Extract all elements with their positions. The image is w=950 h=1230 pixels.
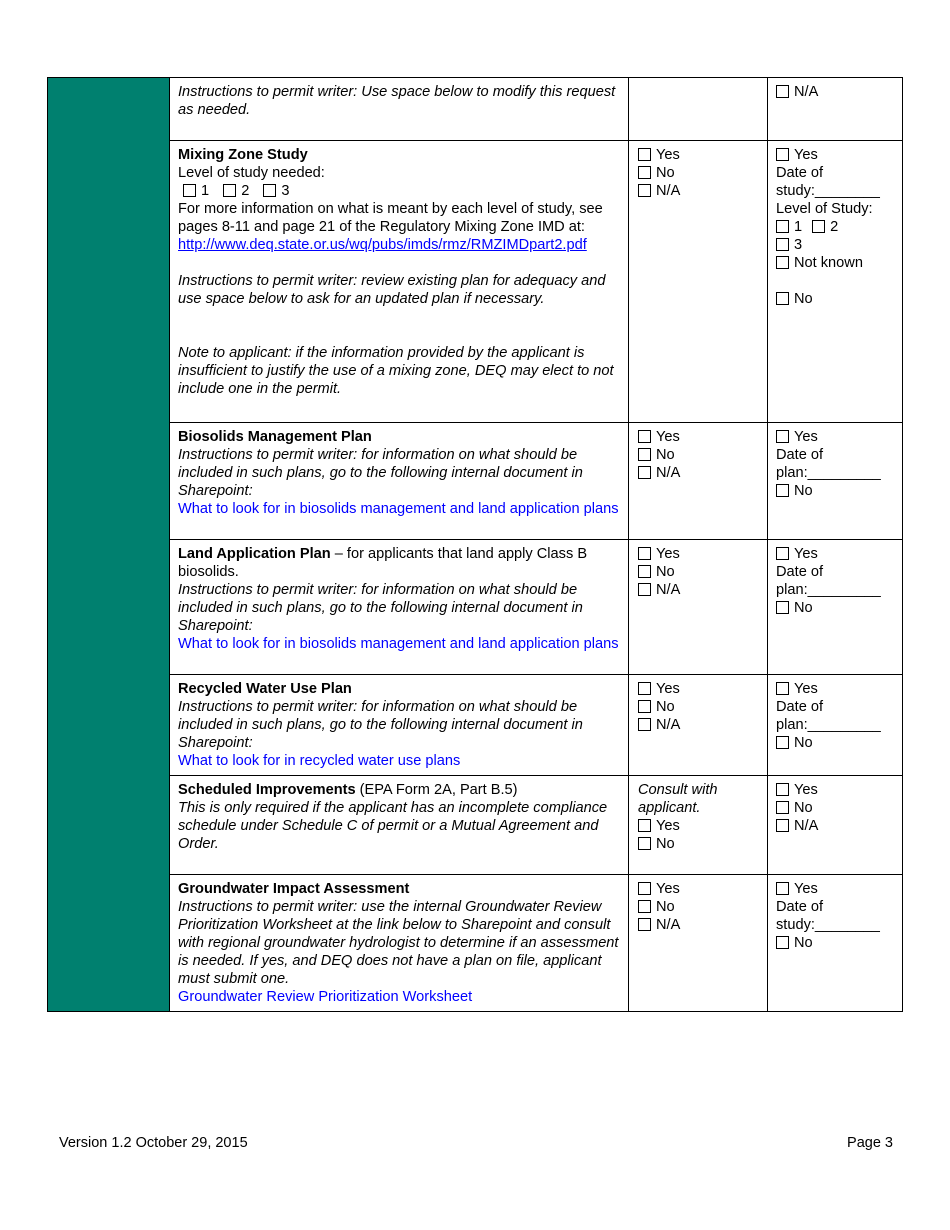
row-title: Mixing Zone Study (178, 147, 308, 163)
applicant-response-cell: Consult with applicant. Yes No (629, 776, 768, 875)
checkbox[interactable] (223, 184, 236, 197)
section-band (48, 78, 170, 1012)
applicant-response-cell: Yes No N/A (629, 141, 768, 423)
consult-note: Consult with applicant. (638, 782, 718, 816)
checkbox[interactable] (776, 682, 789, 695)
checkbox[interactable] (776, 783, 789, 796)
deq-response-cell: Yes No N/A (768, 776, 903, 875)
row-description (170, 540, 629, 675)
row-title: Recycled Water Use Plan (178, 681, 352, 697)
deq-response-cell: Yes Date of plan:_________ No (768, 423, 903, 540)
row-title: Land Application Plan (178, 546, 331, 562)
imd-link[interactable]: http://www.deq.state.or.us/wq/pubs/imds/rmz/RMZIMDpart2.pdf (178, 237, 587, 253)
checkbox[interactable] (638, 700, 651, 713)
row-description (170, 675, 629, 776)
checkbox[interactable] (776, 601, 789, 614)
applicant-response-cell (629, 78, 768, 141)
checkbox[interactable] (776, 736, 789, 749)
checkbox[interactable] (776, 292, 789, 305)
table-row (48, 141, 903, 423)
checkbox[interactable] (638, 900, 651, 913)
info-text: For more information on what is meant by each level of study, see pages 8-11 and page 21 of the Regulatory Mixing Zone IMD at: (178, 201, 603, 235)
instructions-text: Instructions to permit writer: use the internal Groundwater Review Prioritization Worksheet at the link below to Sharepoint and consult with regional groundwater hydrologist to determine if an assessment is needed. If yes, and DEQ does not have a plan on file, applicant must submit one. (178, 899, 619, 987)
checkbox[interactable] (638, 448, 651, 461)
sharepoint-link[interactable]: What to look for in recycled water use plans (178, 753, 461, 769)
checkbox[interactable] (776, 220, 789, 233)
date-field[interactable]: Date of study:________ (776, 165, 880, 199)
checkbox[interactable] (776, 936, 789, 949)
row-title: Groundwater Impact Assessment (178, 881, 410, 897)
checkbox[interactable] (776, 238, 789, 251)
note-text: Note to applicant: if the information provided by the applicant is insufficient to justify the use of a mixing zone, DEQ may elect to not include one in the permit. (178, 345, 614, 397)
deq-response-cell: Yes Date of study:________ No (768, 875, 903, 1012)
table-row (48, 78, 903, 141)
deq-response-cell: Yes Date of plan:_________ No (768, 675, 903, 776)
table-row (48, 423, 903, 540)
instructions-text: This is only required if the applicant has an incomplete compliance schedule under Schedule C of permit or a Mutual Agreement and Order. (178, 800, 608, 852)
table-row (48, 675, 903, 776)
row-description (170, 875, 629, 1012)
checkbox[interactable] (638, 565, 651, 578)
deq-response-cell: Yes Date of plan:_________ No (768, 540, 903, 675)
checkbox[interactable] (638, 918, 651, 931)
instructions-text: Instructions to permit writer: for information on what should be included in such plans, go to the following internal document in Sharepoint: (178, 582, 583, 634)
row-title: Biosolids Management Plan (178, 429, 372, 445)
level-of-study-label: Level of Study: (776, 201, 873, 217)
instructions-text: Instructions to permit writer: for information on what should be included in such plans, go to the following internal document in Sharepoint: (178, 699, 583, 751)
date-field[interactable]: Date of study:________ (776, 899, 880, 933)
checkbox[interactable] (776, 547, 789, 560)
checkbox[interactable] (638, 166, 651, 179)
applicant-response-cell: Yes No N/A (629, 423, 768, 540)
checkbox[interactable] (638, 430, 651, 443)
applicant-response-cell: Yes No N/A (629, 540, 768, 675)
checkbox[interactable] (812, 220, 825, 233)
instructions-text: Instructions to permit writer: for information on what should be included in such plans, go to the following internal document in Sharepoint: (178, 447, 583, 499)
row-subtitle: (EPA Form 2A, Part B.5) (355, 782, 518, 798)
applicant-response-cell: Yes No N/A (629, 675, 768, 776)
checkbox[interactable] (776, 484, 789, 497)
checkbox[interactable] (638, 819, 651, 832)
row-description (170, 776, 629, 875)
checkbox[interactable] (776, 256, 789, 269)
checkbox[interactable] (776, 85, 789, 98)
checklist-table (47, 77, 903, 1012)
sharepoint-link[interactable]: What to look for in biosolids management and land application plans (178, 501, 619, 517)
row-description (170, 423, 629, 540)
checkbox[interactable] (183, 184, 196, 197)
checkbox[interactable] (776, 148, 789, 161)
checkbox[interactable] (638, 184, 651, 197)
checkbox[interactable] (776, 819, 789, 832)
checkbox[interactable] (638, 466, 651, 479)
date-field[interactable]: Date of plan:_________ (776, 447, 881, 481)
row-description (170, 141, 629, 423)
checkbox[interactable] (776, 430, 789, 443)
checkbox[interactable] (638, 682, 651, 695)
table-row (48, 776, 903, 875)
date-field[interactable]: Date of plan:_________ (776, 699, 881, 733)
instructions-text: Instructions to permit writer: Use space below to modify this request as needed. (178, 84, 616, 118)
checkbox[interactable] (776, 882, 789, 895)
table-row (48, 875, 903, 1012)
applicant-response-cell: Yes No N/A (629, 875, 768, 1012)
row-description (170, 78, 629, 141)
checkbox[interactable] (638, 583, 651, 596)
checkbox[interactable] (776, 801, 789, 814)
row-title: Scheduled Improvements (178, 782, 356, 798)
level-label: Level of study needed: (178, 165, 325, 181)
checkbox[interactable] (638, 718, 651, 731)
level-options: 1 2 3 (178, 182, 620, 200)
sharepoint-link[interactable]: What to look for in biosolids management and land application plans (178, 636, 619, 652)
date-field[interactable]: Date of plan:_________ (776, 564, 881, 598)
checkbox[interactable] (638, 148, 651, 161)
row-subtitle: – for applicants that land apply Class B biosolids. (178, 546, 588, 580)
sharepoint-link[interactable]: Groundwater Review Prioritization Worksheet (178, 989, 473, 1005)
deq-response-cell: Yes Date of study:________ Level of Study: 1 2 3 Not known No (768, 141, 903, 423)
footer-page-number: Page 3 (847, 1135, 893, 1151)
checkbox[interactable] (263, 184, 276, 197)
checkbox[interactable] (638, 547, 651, 560)
table-row (48, 540, 903, 675)
checkbox[interactable] (638, 882, 651, 895)
checkbox[interactable] (638, 837, 651, 850)
deq-response-cell: N/A (768, 78, 903, 141)
instructions-text: Instructions to permit writer: review existing plan for adequacy and use space below to ask for an updated plan if necessary. (178, 273, 606, 307)
footer-version: Version 1.2 October 29, 2015 (59, 1135, 248, 1151)
